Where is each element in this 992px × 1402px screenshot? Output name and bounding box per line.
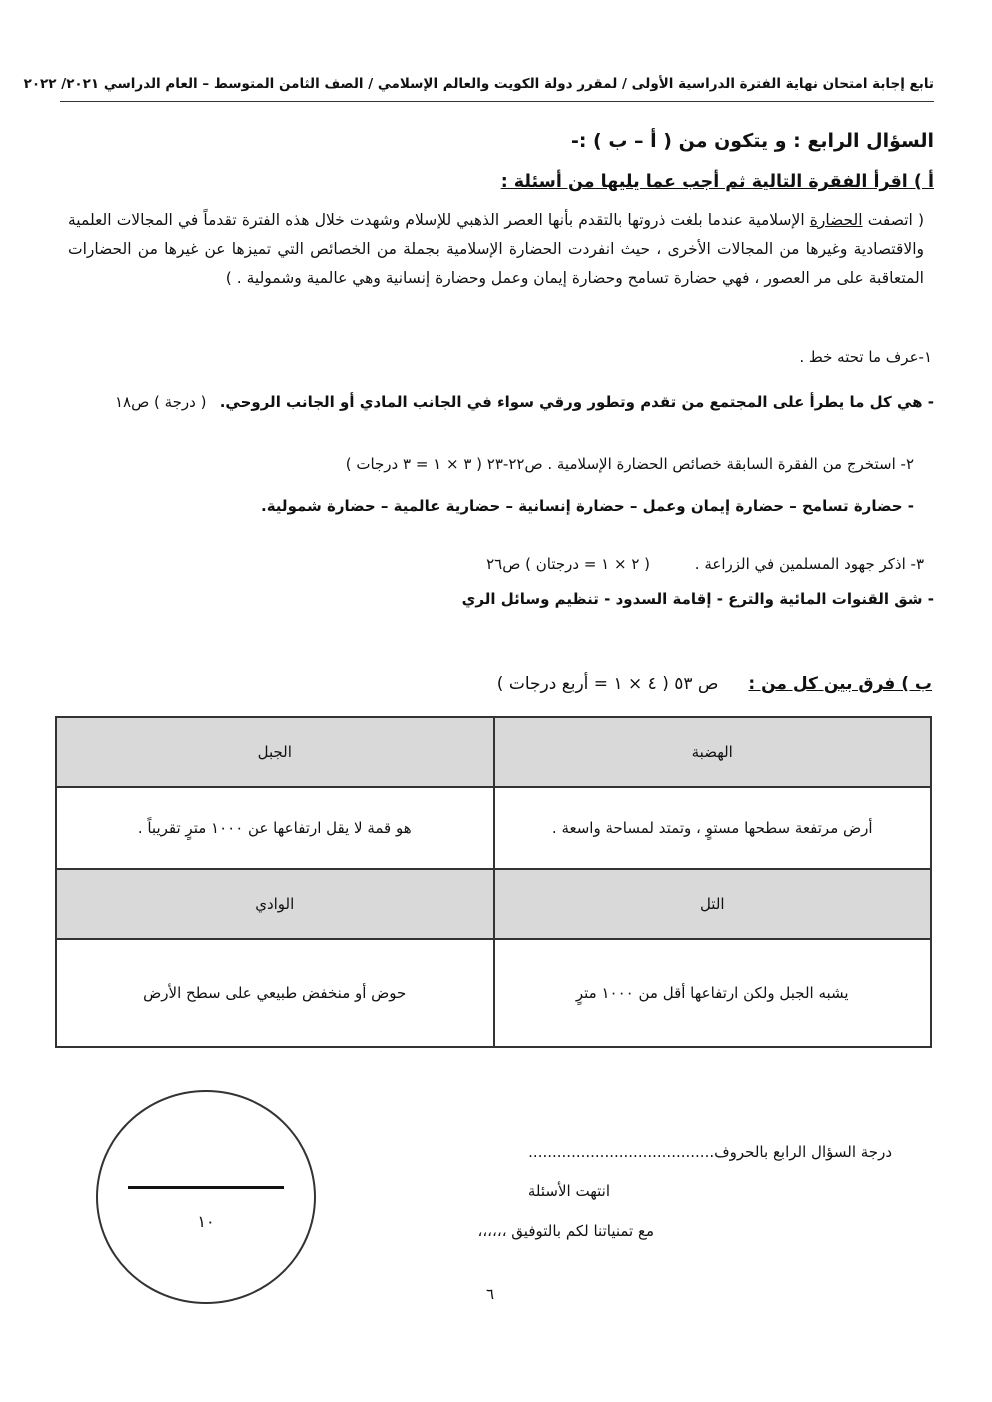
table-cell: هو قمة لا يقل ارتفاعها عن ١٠٠٠ مترٍ تقريباً . [56, 787, 494, 869]
grade-in-words: درجة السؤال الرابع بالحروف....................................... [528, 1143, 892, 1161]
passage-rest: الإسلامية عندما بلغت ذروتها بالتقدم بأنها العصر الذهبي للإسلام وشهدت خلال هذه الفترة تقدماً في المجالات العلمية والاقتصادية وغيرها من المجالات الأخرى ، حيث انفردت الحضارة الإسلامية بجملة من الخصائص التي تميزها عن غيرها من الحضارات المتعاقبة على مر العصور ، فهي حضارة تسامح وحضارة إيمان وعمل وحضارة إنسانية وهي عالمية وشمولية . ) [68, 211, 924, 287]
part-b-title [497, 674, 932, 694]
part-b-mark: ص ٥٣ ( ٤ × ١ = أربع درجات ) [496, 674, 719, 694]
answer-1 [58, 393, 934, 411]
passage [68, 206, 924, 293]
table-cell: يشبه الجبل ولكن ارتفاعها أقل من ١٠٠٠ مترٍ [494, 939, 932, 1047]
grade-circle [96, 1090, 316, 1304]
passage-start: ( اتصفت [862, 211, 924, 229]
header-divider [60, 101, 934, 102]
underlined-term: الحضارة [809, 211, 863, 229]
question-3-mark: ( ٢ × ١ = درجتان ) ص٢٦ [486, 555, 651, 573]
answer-2: - حضارة تسامح – حضارة إيمان وعمل – حضارة إنسانية – حضارية عالمية – حضارة شمولية. [261, 497, 914, 515]
end-note: انتهت الأسئلة [527, 1182, 610, 1200]
table-cell: أرض مرتفعة سطحها مستوٍ ، وتمتد لمساحة واسعة . [494, 787, 932, 869]
question-title: السؤال الرابع : و يتكون من ( أ – ب ) :- [570, 130, 934, 152]
question-1: ١-عرف ما تحته خط . [799, 348, 932, 366]
page-number: ٦ [486, 1285, 495, 1303]
table-header-cell: الهضبة [494, 717, 932, 787]
table-row [56, 869, 931, 939]
page-header: تابع إجابة امتحان نهاية الفترة الدراسية الأولى / لمقرر دولة الكويت والعالم الإسلامي / الصف الثامن المتوسط – العام الدراسي ٢٠٢١/ ٢٠٢٢ [23, 76, 934, 92]
table-header-cell: الجبل [56, 717, 494, 787]
question-2: ٢- استخرج من الفقرة السابقة خصائص الحضارة الإسلامية . ص٢٢-٢٣ ( ٣ × ١ = ٣ درجات ) [345, 455, 914, 473]
wishes-note: مع تمنياتنا لكم بالتوفيق ،،،،،، [477, 1222, 654, 1240]
table-row [56, 939, 931, 1047]
table-row [56, 717, 931, 787]
grade-total: ١٠ [197, 1212, 215, 1231]
table-row [56, 787, 931, 869]
answer-1-mark: ( درجة ) ص١٨ [114, 393, 207, 411]
part-b-label: ب ) فرق بين كل من : [748, 674, 932, 694]
table-cell: حوض أو منخفض طبيعي على سطح الأرض [56, 939, 494, 1047]
answer-1-text: - هي كل ما يطرأ على المجتمع من تقدم وتطور ورقي سواء في الجانب المادي أو الجانب الروحي. [219, 393, 934, 411]
comparison-table [55, 716, 932, 1048]
grade-line [128, 1186, 284, 1189]
table-header-cell: الوادي [56, 869, 494, 939]
answer-3: - شق القنوات المائية والترع - إقامة السدود - تنظيم وسائل الري [461, 590, 934, 608]
question-3-text: ٣- اذكر جهود المسلمين في الزراعة . [694, 555, 924, 573]
part-a-title: أ ) اقرأ الفقرة التالية ثم أجب عما يليها من أسئلة : [500, 172, 934, 192]
question-3 [486, 555, 924, 573]
table-header-cell: التل [494, 869, 932, 939]
